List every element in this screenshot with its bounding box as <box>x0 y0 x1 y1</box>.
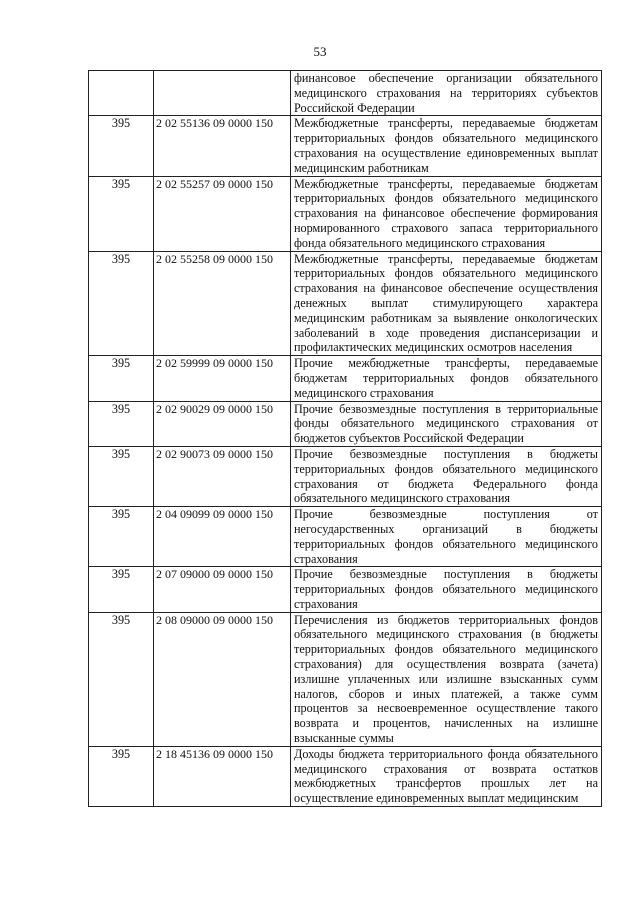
income-name-cell: Межбюджетные трансферты, передаваемые бюджетам территориальных фондов обязательного медицинского страхования на финансовое обеспечение осуществления денежных выплат стимулирующего характера медицинским работникам за выявление онкологических заболеваний в ходе проведения диспансеризации и профилактических медицинских осмотров населения <box>291 251 602 356</box>
income-name-cell: Прочие безвозмездные поступления в бюджеты территориальных фондов обязательного медицинского страхования от бюджета Федерального фонда обязательного медицинского страхования <box>291 446 602 506</box>
income-code-cell: 2 07 09000 09 0000 150 <box>154 567 291 612</box>
income-name-cell: Перечисления из бюджетов территориальных фондов обязательного медицинского страхования (в бюджеты территориальных фондов обязательного медицинского страхования) для осуществления возврата (зачета) излишне уплаченных или излишне взысканных сумм налогов, сборов и иных платежей, а также сумм процентов за несвоевременное осуществление такого возврата и процентов, начисленных на излишне взысканные суммы <box>291 612 602 746</box>
admin-code-cell <box>89 71 154 116</box>
income-code-cell: 2 02 90029 09 0000 150 <box>154 401 291 446</box>
income-code-cell: 2 02 59999 09 0000 150 <box>154 356 291 401</box>
page-number: 53 <box>313 44 327 59</box>
admin-code-cell: 395 <box>89 507 154 567</box>
table-row <box>89 71 602 116</box>
income-name-cell: Межбюджетные трансферты, передаваемые бюджетам территориальных фондов обязательного медицинского страхования на финансовое обеспечение формирования нормированного страхового запаса территориального фонда обязательного медицинского страхования <box>291 176 602 251</box>
admin-code-cell: 395 <box>89 401 154 446</box>
income-code-cell: 2 08 09000 09 0000 150 <box>154 612 291 746</box>
table-row <box>89 507 602 567</box>
admin-code-cell: 395 <box>89 446 154 506</box>
table-body <box>89 71 602 807</box>
income-name-cell: финансовое обеспечение организации обязательного медицинского страхования на территориях субъектов Российской Федерации <box>291 71 602 116</box>
table-row <box>89 116 602 176</box>
income-name-cell: Межбюджетные трансферты, передаваемые бюджетам территориальных фондов обязательного медицинского страхования на осуществление единовременных выплат медицинским работникам <box>291 116 602 176</box>
table-row <box>89 567 602 612</box>
table-row <box>89 612 602 746</box>
income-name-cell: Прочие безвозмездные поступления от негосударственных организаций в бюджеты территориальных фондов обязательного медицинского страхования <box>291 507 602 567</box>
income-code-cell: 2 18 45136 09 0000 150 <box>154 746 291 806</box>
table-row <box>89 446 602 506</box>
income-name-cell: Прочие безвозмездные поступления в территориальные фонды обязательного медицинского страхования от бюджетов субъектов Российской Федерации <box>291 401 602 446</box>
admin-code-cell: 395 <box>89 356 154 401</box>
income-code-cell: 2 02 55136 09 0000 150 <box>154 116 291 176</box>
admin-code-cell: 395 <box>89 567 154 612</box>
income-name-cell: Прочие межбюджетные трансферты, передаваемые бюджетам территориальных фондов обязательного медицинского страхования <box>291 356 602 401</box>
admin-code-cell: 395 <box>89 116 154 176</box>
income-code-cell: 2 02 90073 09 0000 150 <box>154 446 291 506</box>
table-row <box>89 401 602 446</box>
income-code-cell <box>154 71 291 116</box>
budget-classification-table <box>88 70 602 807</box>
admin-code-cell: 395 <box>89 746 154 806</box>
table-row <box>89 251 602 356</box>
income-name-cell: Доходы бюджета территориального фонда обязательного медицинского страхования от возврата остатков межбюджетных трансфертов прошлых лет на осуществление единовременных выплат медицинским <box>291 746 602 806</box>
table-row <box>89 356 602 401</box>
table-row <box>89 746 602 806</box>
income-code-cell: 2 02 55258 09 0000 150 <box>154 251 291 356</box>
income-code-cell: 2 04 09099 09 0000 150 <box>154 507 291 567</box>
income-code-cell: 2 02 55257 09 0000 150 <box>154 176 291 251</box>
admin-code-cell: 395 <box>89 176 154 251</box>
table-row <box>89 176 602 251</box>
admin-code-cell: 395 <box>89 612 154 746</box>
income-name-cell: Прочие безвозмездные поступления в бюджеты территориальных фондов обязательного медицинского страхования <box>291 567 602 612</box>
admin-code-cell: 395 <box>89 251 154 356</box>
